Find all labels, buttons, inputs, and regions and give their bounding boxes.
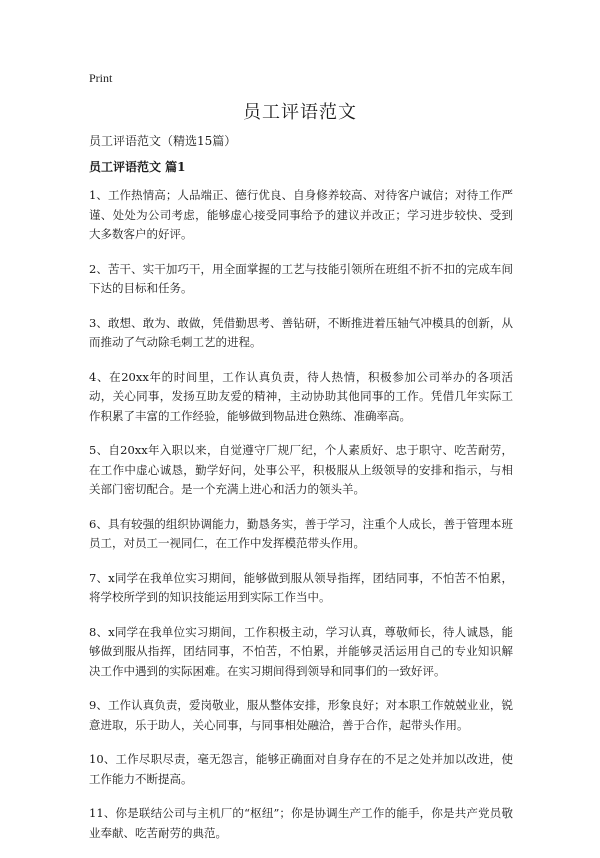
paragraph-3: 3、敢想、敢为、敢做，凭借勤思考、善钻研，不断推进着压轴气冲模具的创新，从而推动了气动除毛刺工艺的进程。 xyxy=(89,315,513,349)
paragraph-6: 6、具有较强的组织协调能力，勤恳务实，善于学习，注重个人成长，善于管理本班员工，对员工一视同仁，在工作中发挥模范带头作用。 xyxy=(89,516,513,550)
document-title: 员工评语范文 xyxy=(243,102,357,123)
paragraph-5: 5、自20xx年入职以来，自觉遵守厂规厂纪，个人素质好、忠于职守、吃苦耐劳，在工作中虚心诚恳，勤学好问，处事公平，积极服从上级领导的安排和指示，与相关部门密切配合。是一个充满上进心和活力的领头羊。 xyxy=(89,443,513,496)
paragraph-9: 9、工作认真负责，爱岗敬业，服从整体安排，形象良好；对本职工作兢兢业业，锐意进取，乐于助人，关心同事，与同事相处融洽，善于合作，起带头作用。 xyxy=(89,698,513,732)
section-heading: 员工评语范文 篇1 xyxy=(89,160,186,174)
document-subtitle: 员工评语范文（精选15篇） xyxy=(89,134,237,148)
paragraph-10: 10、工作尽职尽责，毫无怨言，能够正确面对自身存在的不足之处并加以改进，使工作能力不断提高。 xyxy=(89,752,513,786)
paragraph-2: 2、苦干、实干加巧干，用全面掌握的工艺与技能引领所在班组不折不扣的完成车间下达的目标和任务。 xyxy=(89,261,513,295)
print-link[interactable]: Print xyxy=(89,71,113,85)
paragraph-11: 11、你是联结公司与主机厂的“枢纽”；你是协调生产工作的能手，你是共产党员敬业奉献、吃苦耐劳的典范。 xyxy=(89,806,513,840)
paragraph-4: 4、在20xx年的时间里，工作认真负责，待人热情，积极参加公司举办的各项活动，关心同事，发扬互助友爱的精神，主动协助其他同事的工作。凭借几年实际工作积累了丰富的工作经验，能够做到物品进仓熟练、准确率高。 xyxy=(89,369,513,423)
paragraph-8: 8、x同学在我单位实习期间，工作积极主动，学习认真，尊敬师长，待人诚恳，能够做到服从指挥，团结同事，不怕苦，不怕累，并能够灵活运用自己的专业知识解决工作中遇到的实际困难。在实习期间得到领导和同事们的一致好评。 xyxy=(89,624,513,678)
document-body xyxy=(89,133,513,858)
paragraph-7: 7、x同学在我单位实习期间，能够做到服从领导指挥，团结同事，不怕苦不怕累，将学校所学到的知识技能运用到实际工作当中。 xyxy=(89,570,513,604)
paragraph-1: 1、工作热情高；人品端正、德行优良、自身修养较高、对待客户诚信；对待工作严谨、处处为公司考虑，能够虚心接受同事给予的建议并改正；学习进步较快、受到大多数客户的好评。 xyxy=(89,188,513,241)
